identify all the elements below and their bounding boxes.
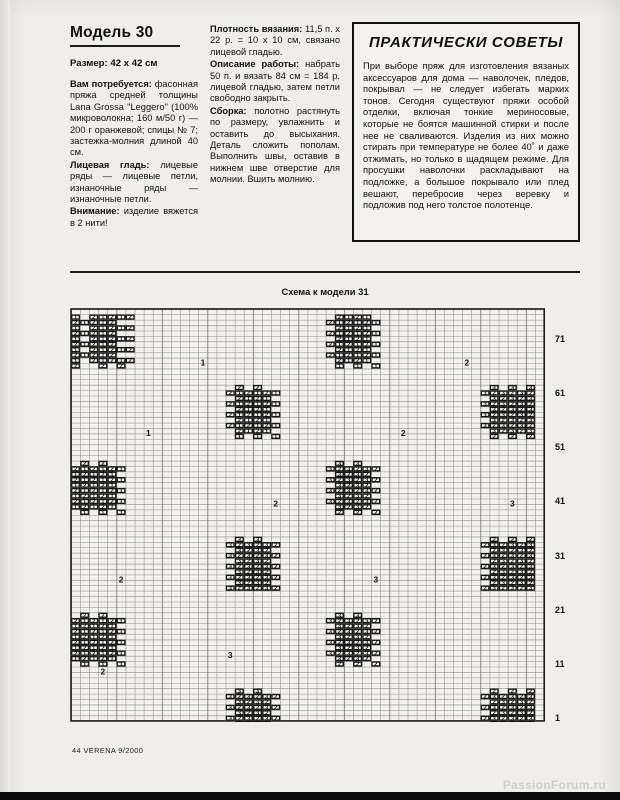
attention-text: изделие вяжется в 2 нити! <box>70 206 198 228</box>
instructions-label: Описание работы: <box>210 59 300 70</box>
title-underline <box>70 45 180 47</box>
chart-row-labels <box>549 308 589 722</box>
chart-caption: Схема к модели 31 <box>281 286 369 297</box>
page-title: Модель 30 <box>70 24 154 41</box>
stocking-stitch-paragraph <box>70 160 198 206</box>
chart-row-label: 21 <box>555 604 566 615</box>
article-column-1 <box>70 24 198 230</box>
site-watermark: PassionForum.ru <box>502 778 606 792</box>
page-left-shadow <box>0 0 10 800</box>
materials-paragraph <box>70 79 198 159</box>
practical-tips-box <box>352 22 580 242</box>
gauge-text: 11,5 п. х 22 р. = 10 х 10 см, связано лицевой гладью. <box>210 24 340 57</box>
page-footer: 44 VERENA 9/2000 <box>72 746 144 755</box>
chart-row-label: 71 <box>555 333 566 344</box>
gauge-label: Плотность вязания: <box>210 24 303 34</box>
instructions-text: набрать 50 п. и вязать 84 см = 184 р. лицевой гладью, затем петли свободно закрыть. <box>210 59 340 104</box>
instructions-paragraph <box>210 59 340 105</box>
section-divider <box>70 271 580 273</box>
chart-canvas <box>70 308 545 722</box>
assembly-paragraph <box>210 106 340 186</box>
chart-row-label: 1 <box>555 713 561 724</box>
size-label: Размер: 42 x 42 см <box>70 58 158 69</box>
stocking-stitch-label: Лицевая гладь: <box>70 159 150 170</box>
chart-row-label: 11 <box>555 659 565 669</box>
practical-tips-body: При выборе пряж для изготовления вязаных аксессуаров для дома — наволочек, пледов, покрывал — не следует избегать марких тонов. Сегодня существуют пряжи особой отделки, включая тонкие мериносовые, которые не боятся машинной стирки и после нее не сваливаются. Изделия из них можно стирать при температуре не более 40˚ и даже отжимать, но только в щадящем режиме. Для просушки наволочки раскладывают на подложке, а большое покрывало или плед вешают, перебросив через веревку и подложив под него толстое полотенце. <box>363 60 569 211</box>
chart-row-label: 31 <box>555 550 566 561</box>
article-column-2 <box>210 24 340 187</box>
chart-row-label: 51 <box>555 442 566 453</box>
practical-tips-title: ПРАКТИЧЕСКИ СОВЕТЫ <box>369 34 563 51</box>
attention-paragraph <box>70 206 198 229</box>
chart-row-label: 61 <box>555 388 566 398</box>
assembly-label: Сборка: <box>210 105 247 116</box>
article-text-area <box>70 24 580 264</box>
attention-label: Внимание: <box>70 206 120 217</box>
materials-label: Вам потребуется: <box>70 79 152 89</box>
materials-text: фасонная пряжа средней толщины Lana Grossa "Leggero" (100% микроволокна; 160 м/50 г) — 200 г оранжевой; спицы № 7; застежка-молния длиной 40 см. <box>70 79 198 158</box>
stocking-stitch-text: лицевые ряды — лицевые петли, изнаночные ряды — изнаночные петли. <box>70 159 198 205</box>
chart-grid <box>70 308 589 722</box>
gauge-paragraph <box>210 24 340 58</box>
assembly-text: полотно растянуть по размеру, увлажнить и оставить до высыхания. Деталь сложить пополам. Выполнить швы, оставив в нижнем шве отверстие для молнии. Вшить молнию. <box>210 105 340 185</box>
knitting-chart <box>70 308 589 722</box>
chart-row-label: 41 <box>555 496 566 507</box>
page-bottom-bar <box>0 792 620 800</box>
